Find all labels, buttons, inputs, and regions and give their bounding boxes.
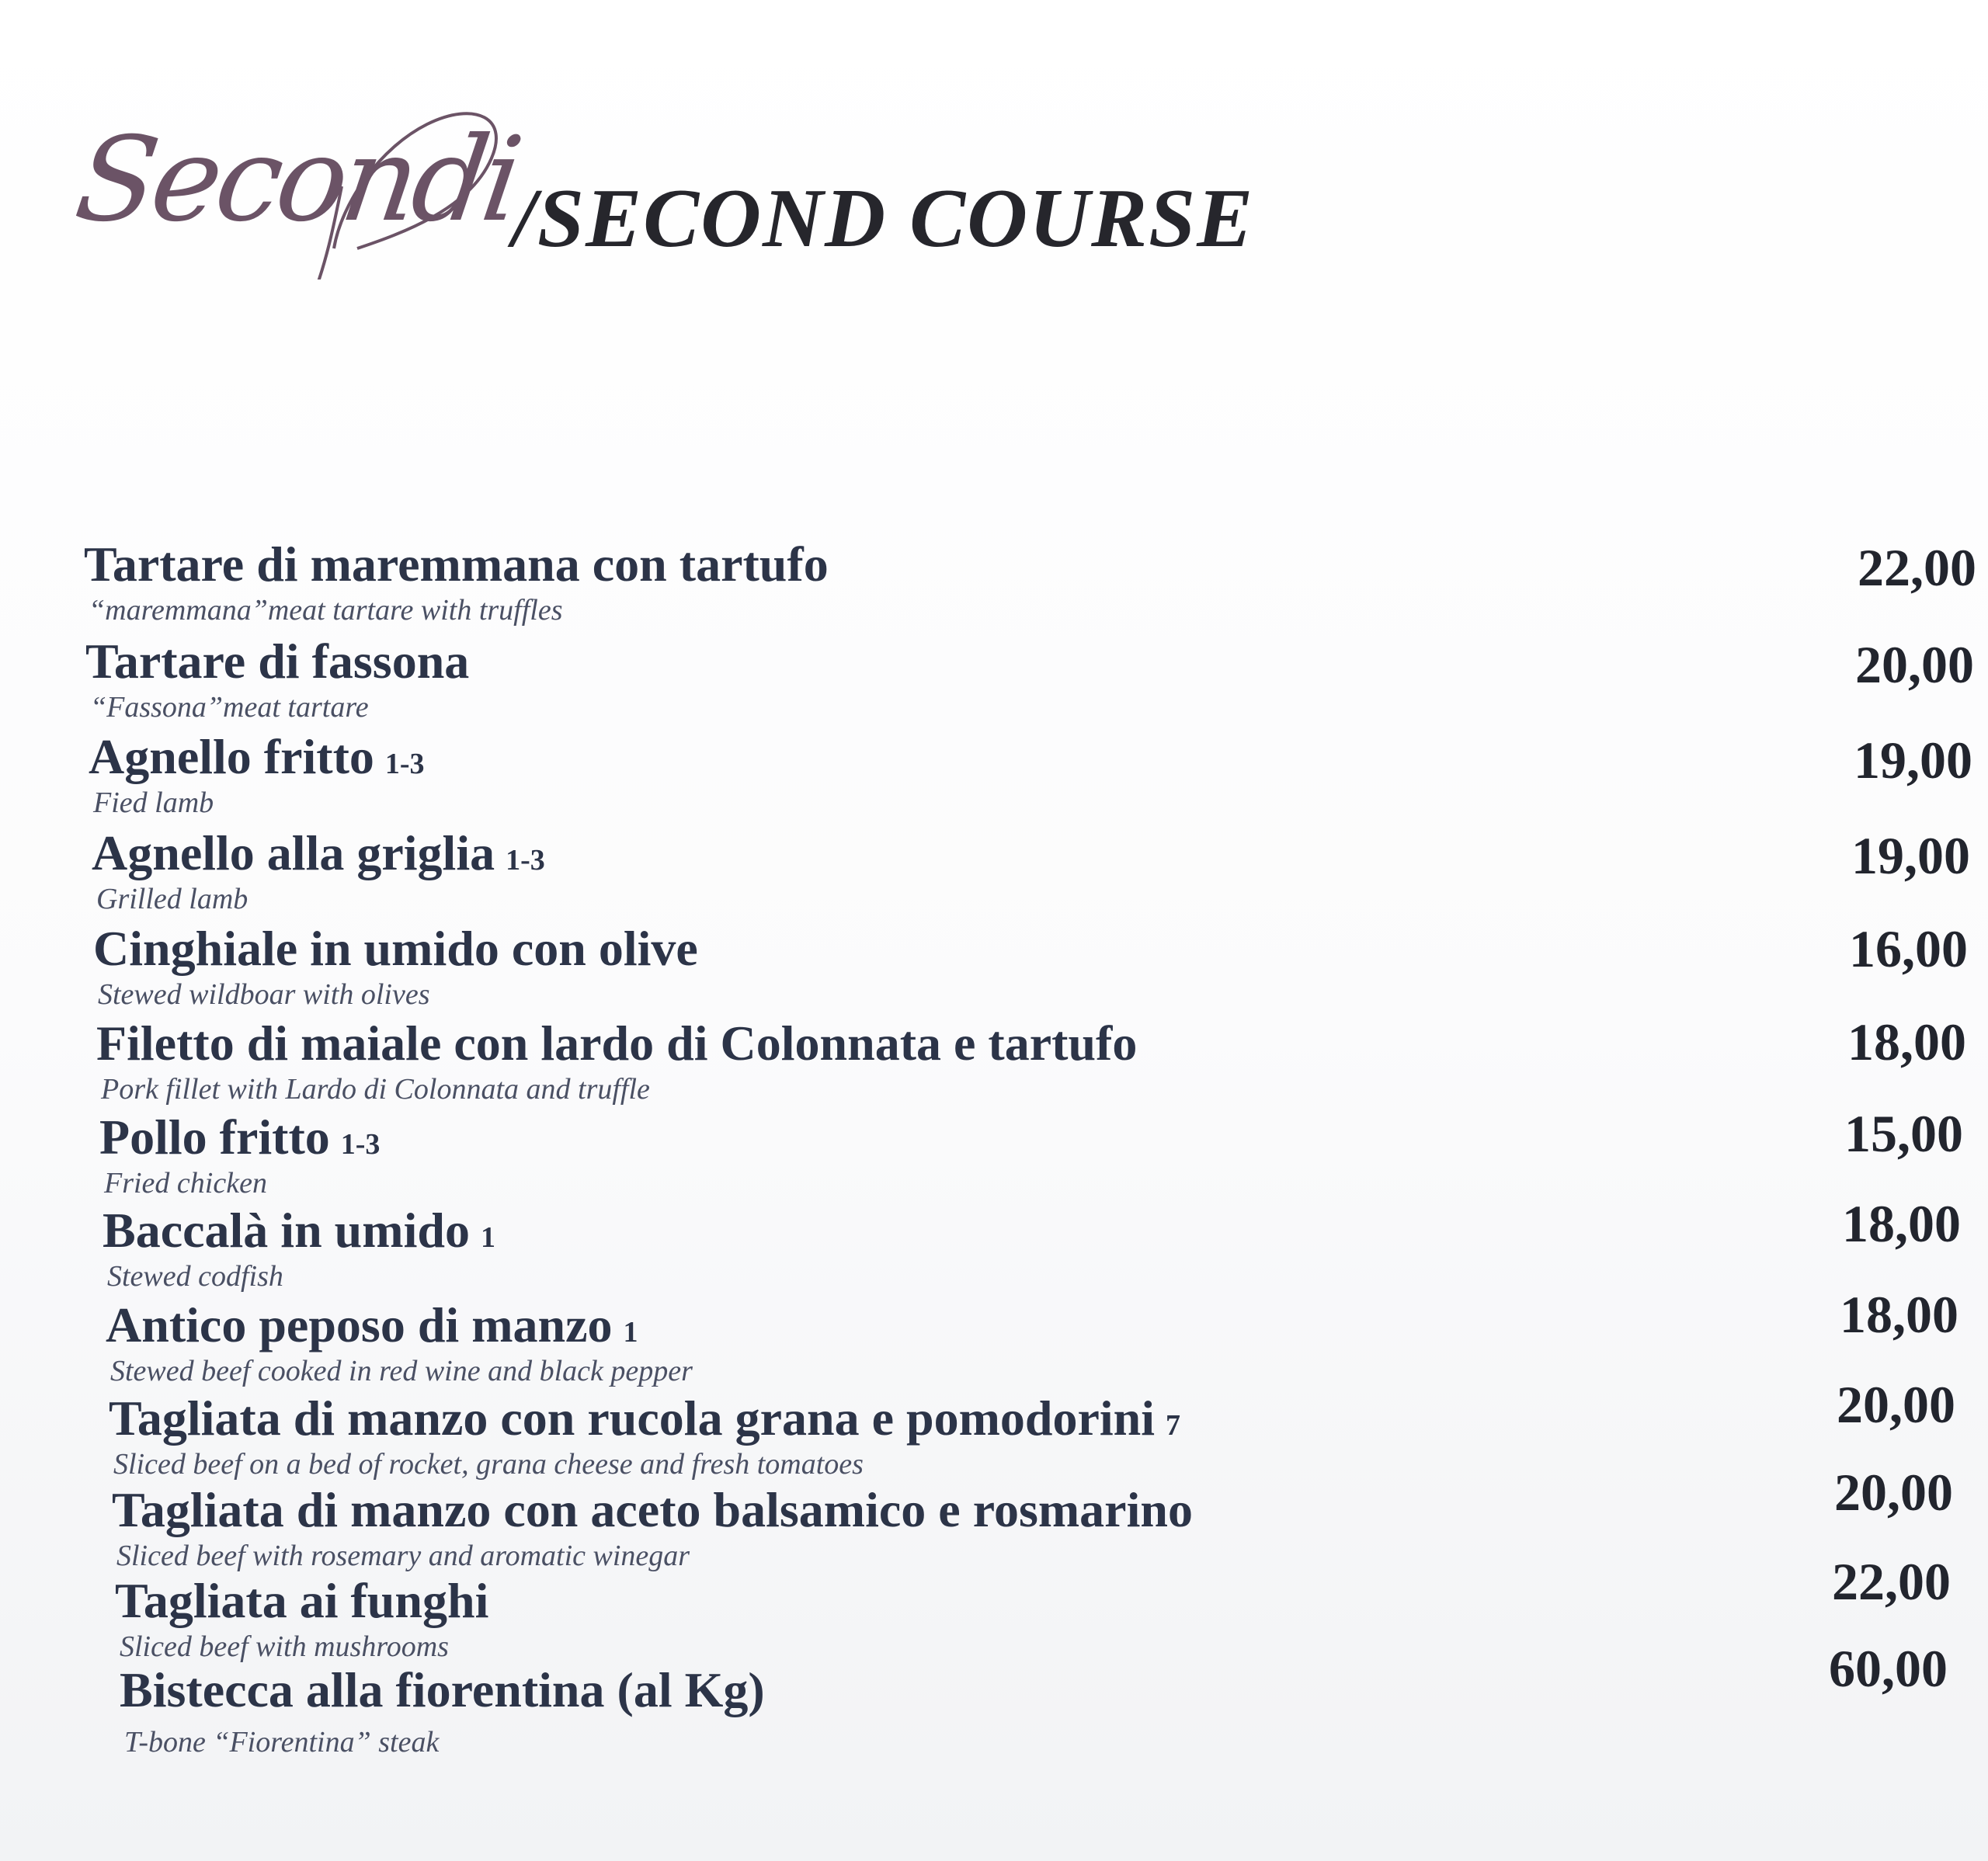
- item-name: Tagliata ai funghi: [115, 1573, 489, 1628]
- item-price: 18,00: [1842, 1194, 1961, 1253]
- item-description: Grilled lamb: [96, 883, 248, 915]
- item-name: Baccalà in umido 1: [103, 1203, 495, 1258]
- item-name: Agnello fritto 1-3: [89, 729, 425, 784]
- item-description: Sliced beef with rosemary and aromatic winegar: [116, 1540, 690, 1572]
- item-name: Pollo fritto 1-3: [99, 1109, 381, 1165]
- allergen-code: 1: [623, 1316, 638, 1349]
- allergen-code: 1-3: [506, 844, 545, 877]
- item-description: Stewed wildboar with olives: [98, 978, 430, 1011]
- item-description: Sliced beef with mushrooms: [120, 1630, 449, 1663]
- item-name: Tagliata di manzo con rucola grana e pomodorini 7: [109, 1391, 1181, 1446]
- item-description: Sliced beef on a bed of rocket, grana cheese and fresh tomatoes: [113, 1448, 864, 1481]
- script-section-title: Secondi: [68, 113, 526, 248]
- item-name: Tagliata di manzo con aceto balsamico e rosmarino: [112, 1482, 1193, 1537]
- item-price: 60,00: [1829, 1639, 1948, 1698]
- item-name: Tartare di maremmana con tartufo: [84, 536, 829, 592]
- item-name: Filetto di maiale con lardo di Colonnata e tartufo: [96, 1016, 1138, 1071]
- item-price: 15,00: [1844, 1104, 1963, 1163]
- item-description: T-bone “Fiorentina” steak: [124, 1726, 440, 1759]
- item-price: 16,00: [1849, 919, 1968, 978]
- section-title: /SECOND COURSE: [513, 172, 1255, 265]
- item-description: Fied lamb: [93, 786, 214, 819]
- item-description: Stewed codfish: [107, 1260, 283, 1293]
- item-price: 19,00: [1854, 731, 1972, 790]
- allergen-code: 1-3: [384, 748, 425, 780]
- item-description: Fried chicken: [104, 1167, 267, 1200]
- item-name: Bistecca alla fiorentina (al Kg): [120, 1662, 765, 1717]
- item-description: “maremmana”meat tartare with truffles: [89, 594, 563, 627]
- allergen-code: 1: [480, 1221, 495, 1254]
- allergen-code: 7: [1166, 1409, 1181, 1442]
- item-name: Tartare di fassona: [85, 634, 470, 689]
- item-description: “Fassona”meat tartare: [90, 691, 369, 724]
- item-name: Antico peposo di manzo 1: [106, 1297, 638, 1352]
- item-price: 18,00: [1847, 1012, 1966, 1071]
- item-price: 20,00: [1837, 1375, 1955, 1434]
- item-name: Agnello alla griglia 1-3: [92, 825, 545, 880]
- item-price: 22,00: [1832, 1552, 1951, 1611]
- item-price: 20,00: [1834, 1463, 1953, 1522]
- item-price: 20,00: [1855, 635, 1974, 694]
- item-price: 22,00: [1858, 538, 1976, 597]
- item-name: Cinghiale in umido con olive: [93, 921, 698, 976]
- item-description: Stewed beef cooked in red wine and black pepper: [110, 1355, 693, 1387]
- item-price: 19,00: [1851, 826, 1970, 885]
- item-description: Pork fillet with Lardo di Colonnata and truffle: [101, 1073, 650, 1106]
- allergen-code: 1-3: [340, 1128, 381, 1161]
- item-price: 18,00: [1840, 1285, 1958, 1344]
